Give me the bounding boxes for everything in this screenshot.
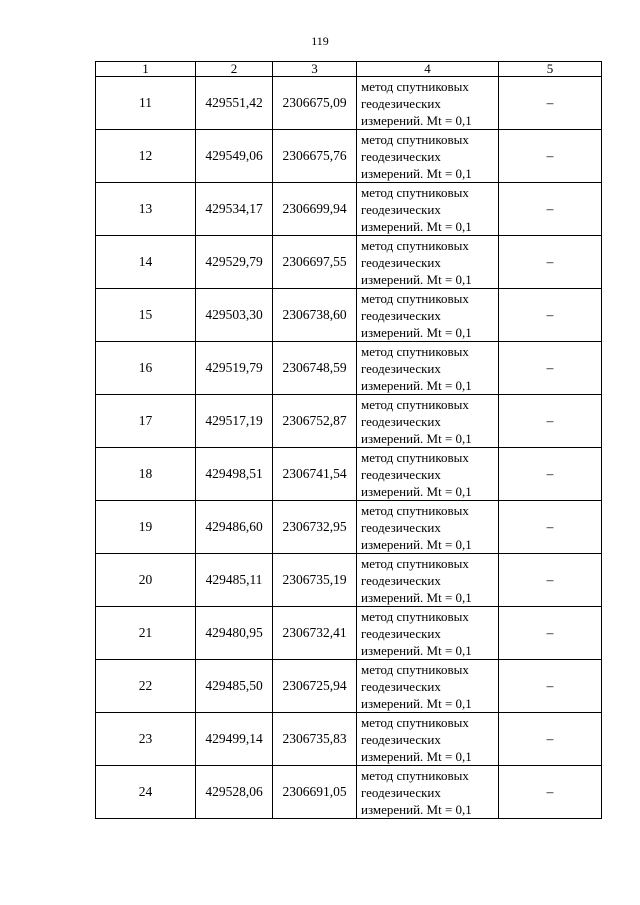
point-number-cell: 21 <box>96 607 196 660</box>
note-cell: – <box>499 130 602 183</box>
method-text-line: геодезических <box>361 95 441 111</box>
method-text-line: метод спутниковых <box>361 343 469 359</box>
point-number-cell: 11 <box>96 77 196 130</box>
table-row <box>96 660 602 713</box>
note-cell: – <box>499 448 602 501</box>
y-coordinate-cell: 2306699,94 <box>273 183 357 236</box>
method-text-line: метод спутниковых <box>361 131 469 147</box>
method-text-line: метод спутниковых <box>361 714 469 730</box>
x-coordinate-cell: 429528,06 <box>196 766 273 819</box>
method-text-line: геодезических <box>361 784 441 800</box>
method-text-line: измерений. Mt = 0,1 <box>361 165 472 181</box>
method-text-line: геодезических <box>361 201 441 217</box>
point-number-cell: 22 <box>96 660 196 713</box>
y-coordinate-cell: 2306732,41 <box>273 607 357 660</box>
method-text-line: измерений. Mt = 0,1 <box>361 324 472 340</box>
method-cell <box>357 607 499 660</box>
x-coordinate-cell: 429549,06 <box>196 130 273 183</box>
method-text-line: метод спутниковых <box>361 237 469 253</box>
y-coordinate-cell: 2306691,05 <box>273 766 357 819</box>
method-text-line: геодезических <box>361 254 441 270</box>
x-coordinate-cell: 429485,50 <box>196 660 273 713</box>
method-cell <box>357 342 499 395</box>
method-cell <box>357 395 499 448</box>
method-text-line: измерений. Mt = 0,1 <box>361 271 472 287</box>
x-coordinate-cell: 429485,11 <box>196 554 273 607</box>
method-text-line: измерений. Mt = 0,1 <box>361 801 472 817</box>
method-cell <box>357 289 499 342</box>
method-text-line: измерений. Mt = 0,1 <box>361 695 472 711</box>
y-coordinate-cell: 2306732,95 <box>273 501 357 554</box>
method-text-line: геодезических <box>361 572 441 588</box>
y-coordinate-cell: 2306738,60 <box>273 289 357 342</box>
point-number-cell: 16 <box>96 342 196 395</box>
method-text-line: метод спутниковых <box>361 449 469 465</box>
x-coordinate-cell: 429480,95 <box>196 607 273 660</box>
table-row <box>96 130 602 183</box>
coordinates-table <box>95 61 602 819</box>
method-text-line: измерений. Mt = 0,1 <box>361 112 472 128</box>
point-number-cell: 18 <box>96 448 196 501</box>
y-coordinate-cell: 2306725,94 <box>273 660 357 713</box>
method-cell <box>357 554 499 607</box>
method-text-line: измерений. Mt = 0,1 <box>361 218 472 234</box>
method-text-line: метод спутниковых <box>361 78 469 94</box>
note-cell: – <box>499 289 602 342</box>
x-coordinate-cell: 429534,17 <box>196 183 273 236</box>
table-row <box>96 289 602 342</box>
method-cell <box>357 183 499 236</box>
note-cell: – <box>499 766 602 819</box>
header-row <box>96 62 602 77</box>
x-coordinate-cell: 429519,79 <box>196 342 273 395</box>
note-cell: – <box>499 236 602 289</box>
method-text-line: измерений. Mt = 0,1 <box>361 536 472 552</box>
header-col-3: 3 <box>273 62 357 77</box>
table-header <box>96 62 602 77</box>
point-number-cell: 23 <box>96 713 196 766</box>
table-row <box>96 395 602 448</box>
method-text-line: измерений. Mt = 0,1 <box>361 748 472 764</box>
table-row <box>96 713 602 766</box>
x-coordinate-cell: 429498,51 <box>196 448 273 501</box>
method-text-line: геодезических <box>361 360 441 376</box>
x-coordinate-cell: 429486,60 <box>196 501 273 554</box>
method-text-line: метод спутниковых <box>361 608 469 624</box>
x-coordinate-cell: 429517,19 <box>196 395 273 448</box>
method-cell <box>357 130 499 183</box>
table-row <box>96 448 602 501</box>
y-coordinate-cell: 2306735,83 <box>273 713 357 766</box>
table-row <box>96 342 602 395</box>
method-text-line: метод спутниковых <box>361 184 469 200</box>
method-cell <box>357 501 499 554</box>
method-text-line: измерений. Mt = 0,1 <box>361 642 472 658</box>
table-body <box>96 77 602 819</box>
table-row <box>96 236 602 289</box>
method-text-line: геодезических <box>361 519 441 535</box>
note-cell: – <box>499 395 602 448</box>
method-cell <box>357 713 499 766</box>
page-number: 119 <box>311 34 329 48</box>
note-cell: – <box>499 183 602 236</box>
table-row <box>96 554 602 607</box>
method-text-line: геодезических <box>361 625 441 641</box>
note-cell: – <box>499 501 602 554</box>
point-number-cell: 13 <box>96 183 196 236</box>
note-cell: – <box>499 342 602 395</box>
point-number-cell: 19 <box>96 501 196 554</box>
method-text-line: метод спутниковых <box>361 767 469 783</box>
method-text-line: измерений. Mt = 0,1 <box>361 589 472 605</box>
y-coordinate-cell: 2306752,87 <box>273 395 357 448</box>
x-coordinate-cell: 429551,42 <box>196 77 273 130</box>
y-coordinate-cell: 2306675,09 <box>273 77 357 130</box>
x-coordinate-cell: 429503,30 <box>196 289 273 342</box>
point-number-cell: 15 <box>96 289 196 342</box>
header-col-4: 4 <box>357 62 499 77</box>
point-number-cell: 20 <box>96 554 196 607</box>
method-cell <box>357 766 499 819</box>
y-coordinate-cell: 2306741,54 <box>273 448 357 501</box>
table-row <box>96 77 602 130</box>
method-text-line: геодезических <box>361 148 441 164</box>
table-row <box>96 183 602 236</box>
y-coordinate-cell: 2306748,59 <box>273 342 357 395</box>
method-text-line: метод спутниковых <box>361 502 469 518</box>
method-text-line: метод спутниковых <box>361 661 469 677</box>
table-row <box>96 766 602 819</box>
method-text-line: геодезических <box>361 678 441 694</box>
point-number-cell: 17 <box>96 395 196 448</box>
note-cell: – <box>499 713 602 766</box>
method-text-line: геодезических <box>361 731 441 747</box>
method-text-line: метод спутниковых <box>361 290 469 306</box>
header-col-2: 2 <box>196 62 273 77</box>
method-text-line: геодезических <box>361 413 441 429</box>
method-text-line: метод спутниковых <box>361 396 469 412</box>
header-col-5: 5 <box>499 62 602 77</box>
header-col-1: 1 <box>96 62 196 77</box>
point-number-cell: 14 <box>96 236 196 289</box>
table-row <box>96 501 602 554</box>
y-coordinate-cell: 2306675,76 <box>273 130 357 183</box>
method-text-line: измерений. Mt = 0,1 <box>361 483 472 499</box>
y-coordinate-cell: 2306697,55 <box>273 236 357 289</box>
table-row <box>96 607 602 660</box>
note-cell: – <box>499 607 602 660</box>
method-cell <box>357 77 499 130</box>
method-cell <box>357 660 499 713</box>
method-text-line: геодезических <box>361 307 441 323</box>
note-cell: – <box>499 660 602 713</box>
method-text-line: измерений. Mt = 0,1 <box>361 377 472 393</box>
x-coordinate-cell: 429499,14 <box>196 713 273 766</box>
method-cell <box>357 448 499 501</box>
note-cell: – <box>499 554 602 607</box>
point-number-cell: 24 <box>96 766 196 819</box>
method-text-line: измерений. Mt = 0,1 <box>361 430 472 446</box>
note-cell: – <box>499 77 602 130</box>
point-number-cell: 12 <box>96 130 196 183</box>
method-cell <box>357 236 499 289</box>
method-text-line: метод спутниковых <box>361 555 469 571</box>
x-coordinate-cell: 429529,79 <box>196 236 273 289</box>
y-coordinate-cell: 2306735,19 <box>273 554 357 607</box>
method-text-line: геодезических <box>361 466 441 482</box>
